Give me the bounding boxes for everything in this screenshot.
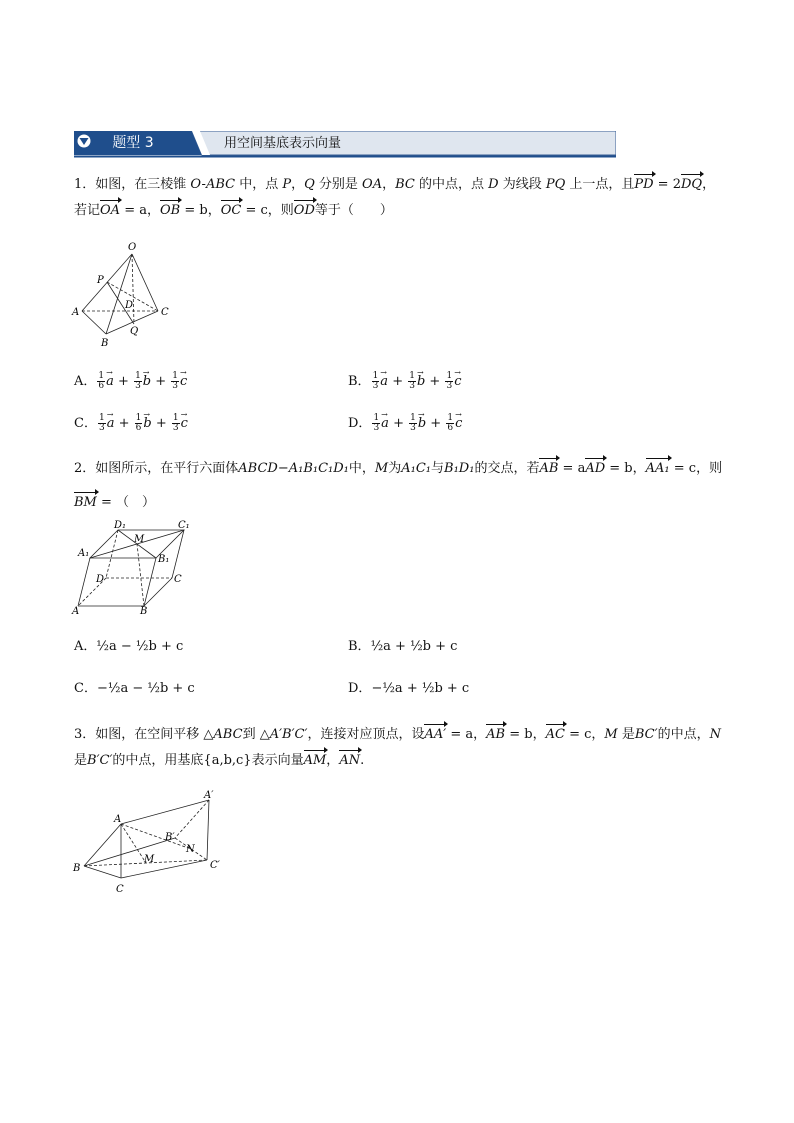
label-n: N [186,844,195,855]
vector-dq: DQ [681,172,702,198]
q2-option-d[interactable]: D．−½a + ½b + c [348,681,470,696]
q1-option-c[interactable]: C． $\frac{1}{3}$ → a + $\frac{1}{6}$ → b + $\frac{1}{3}$ → c [74,414,188,434]
vector-pd: PD [634,172,653,198]
question-1 [74,172,724,224]
section-tag: 题型 3 [112,135,154,151]
question-3-line-1: 3．如图，在空间平移 △ABC到 △A′B′C′，连接对应顶点，设AA′ = a，AB = b，AC = c，M 是BC′的中点，N [74,722,724,748]
label-b-prime: B′ [165,832,175,843]
q1-option-d[interactable]: D． $\frac{1}{3}$ → a + $\frac{1}{3}$ → b + $\frac{1}{6}$ → c [348,414,462,434]
q2-option-a[interactable]: A．½a − ½b + c [74,639,184,654]
label-b1: B₁ [158,554,170,565]
parallelepiped-figure [70,518,190,618]
label-a-prime: A′ [204,790,214,801]
label-b: B [101,338,109,349]
label-d: D [96,574,105,585]
label-p: P [97,275,104,286]
label-b: B [140,606,148,617]
q1-option-b[interactable]: B． $\frac{1}{3}$ → a + $\frac{1}{3}$ → b + $\frac{1}{3}$ → c [348,372,461,392]
question-1-line-2: 若记OA = a，OB = b，OC = c，则OD等于（ ） [74,198,724,224]
label-c-prime: C′ [210,860,220,871]
label-c1: C₁ [178,520,190,531]
question-2-line-1: 2．如图所示，在平行六面体ABCD−A₁B₁C₁D₁中，M为A₁C₁与B₁D₁的交点，若AB = aAD = b，AA₁ = c，则 [74,456,724,482]
label-d1: D₁ [114,520,127,531]
tetrahedron-figure [70,238,180,350]
q2-option-c[interactable]: C．−½a − ½b + c [74,681,195,696]
label-c: C [174,574,182,585]
chevron-down-circle-icon [74,131,94,151]
label-c: C [116,884,124,895]
label-d: D [125,300,134,311]
prism-figure [70,786,240,902]
label-o: O [128,242,137,253]
section-title: 用空间基底表示向量 [224,136,342,151]
section-banner [74,131,616,158]
label-b: B [73,863,81,874]
label-m: M [144,854,155,865]
label-a: A [114,814,122,825]
question-3 [74,722,724,774]
label-a: A [72,606,80,617]
label-c: C [161,307,169,318]
label-m: M [134,534,145,545]
label-a1: A₁ [78,548,90,559]
question-2 [74,456,724,516]
label-q: Q [130,326,139,337]
question-3-line-2: 是B′C′的中点，用基底{a,b,c}表示向量AM，AN. [74,748,724,774]
question-2-line-2: BM = （ ） [74,490,724,516]
q2-option-b[interactable]: B．½a + ½b + c [348,639,458,654]
q1-option-a[interactable]: A． $\frac{1}{6}$ → a + $\frac{1}{3}$ → b + $\frac{1}{3}$ → c [74,372,187,392]
label-a: A [72,307,80,318]
question-1-line-1: 1．如图，在三棱锥 O-ABC 中，点 P，Q 分别是 OA，BC 的中点，点 D 为线段 PQ 上一点，且PD = 2DQ， [74,172,724,198]
